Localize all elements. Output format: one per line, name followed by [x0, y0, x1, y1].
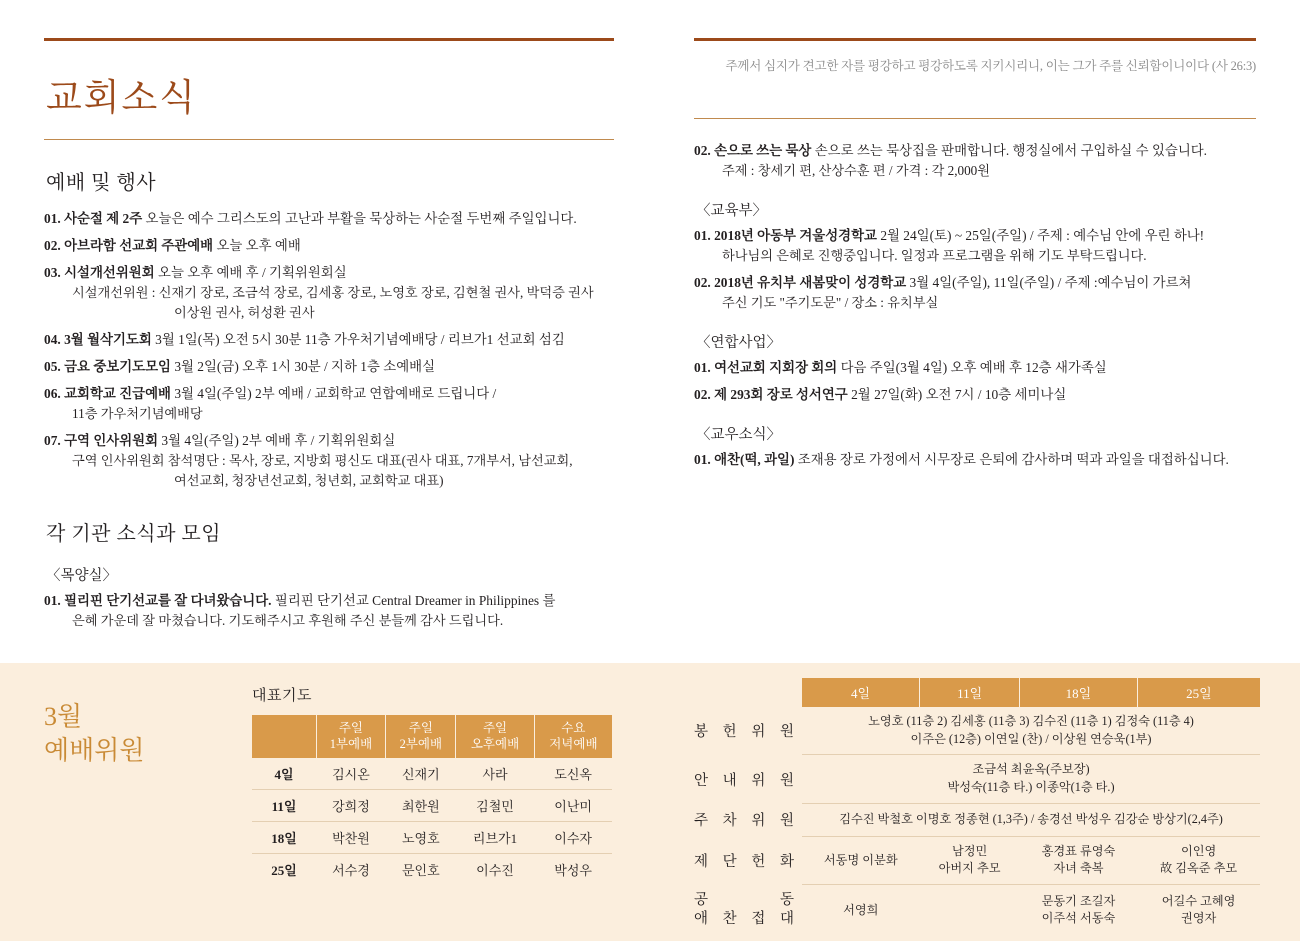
duty-line: 서영희	[843, 902, 879, 917]
left-column	[44, 38, 614, 638]
duty-header-day: 11일	[920, 678, 1020, 707]
item-body: 2월 27일(화) 오전 7시 / 10층 세미나실	[851, 386, 1067, 402]
prayer-cell: 이수자	[534, 821, 612, 853]
duty-line: 박성숙(11층 타.) 이종악(1층 타.)	[947, 780, 1115, 795]
item-number: 05.	[44, 359, 61, 375]
top-rule-left	[44, 38, 614, 41]
prayer-cell: 김철민	[456, 789, 534, 821]
representative-prayer-block	[252, 684, 617, 885]
duty-cell-parking	[802, 803, 1260, 836]
prayer-cell: 리브가1	[456, 821, 534, 853]
prayer-day: 25일	[271, 862, 297, 878]
list-item	[44, 236, 614, 256]
item-body: 3월 4일(주일) 2부 예배 / 교회학교 연합예배로 드립니다 /	[174, 386, 497, 402]
item-lead: 2018년 유치부 새봄맞이 성경학교	[714, 274, 907, 290]
header-line2: 2부예배	[399, 737, 443, 752]
item-lead: 제 293회 장로 성서연구	[714, 386, 848, 402]
duty-line: 남정민	[951, 843, 988, 858]
duty-cell-meal-18	[1020, 885, 1138, 936]
item-subline: 시설개선위원 : 신재기 장로, 조금석 장로, 김세홍 장로, 노영호 장로, 김현철 권사, 박덕증 권사	[72, 285, 594, 301]
table-row	[694, 707, 1260, 755]
prayer-cell: 신재기	[386, 758, 456, 790]
table-header-row	[694, 678, 1260, 707]
prayer-cell: 강희정	[316, 789, 386, 821]
member-news-list	[694, 450, 1256, 470]
list-item	[694, 226, 1256, 266]
table-header-row	[252, 715, 612, 758]
duty-row-label-flowers: 제 단 헌 화	[694, 853, 794, 870]
top-rule-right	[694, 38, 1256, 41]
subsection-member-news: 〈교우소식〉	[696, 426, 782, 443]
duty-cell-meal-11	[920, 885, 1020, 936]
table-row	[252, 853, 612, 885]
list-item	[694, 450, 1256, 470]
right-top-list	[694, 141, 1256, 181]
item-lead: 시설개선위원회	[64, 265, 155, 281]
item-number: 03.	[44, 265, 61, 281]
item-subline: 주제 : 창세기 편, 산상수훈 편 / 가격 : 각 2,000원	[722, 163, 991, 179]
item-lead: 손으로 쓰는 묵상	[714, 143, 812, 158]
duty-line: 아버지 추모	[938, 861, 1001, 876]
prayer-header-sunday-1st	[316, 715, 386, 758]
prayer-cell: 이난미	[534, 789, 612, 821]
item-number: 01.	[694, 359, 711, 375]
list-item	[44, 384, 614, 424]
duty-row-label-usher: 안 내 위 원	[694, 772, 794, 789]
item-body: 조재용 장로 가정에서 시무장로 은퇴에 감사하며 떡과 과일을 대접하십니다.	[797, 451, 1229, 467]
duty-line: 이주석 서동숙	[1041, 911, 1116, 926]
list-item	[44, 209, 614, 229]
list-item	[44, 357, 614, 377]
duty-header-blank	[694, 678, 802, 707]
item-subline: 이상원 권사, 허성환 권사	[174, 305, 315, 321]
prayer-day: 4일	[252, 758, 316, 790]
item-subline: 구역 인사위원회 참석명단 : 목사, 장로, 지방회 평신도 대표(권사 대표, 7개부서, 남선교회,	[72, 453, 573, 469]
item-number: 04.	[44, 331, 61, 347]
header-line1: 주일	[338, 721, 364, 735]
item-number: 06.	[44, 386, 61, 402]
item-number: 01.	[44, 592, 61, 608]
item-body: 손으로 쓰는 묵상집을 판매합니다. 행정실에서 구입하실 수 있습니다.	[814, 143, 1208, 158]
prayer-cell: 문인호	[401, 862, 440, 878]
table-row	[252, 789, 612, 821]
duty-row-label-line1: 공 동	[694, 891, 794, 908]
item-lead: 2018년 아동부 겨울성경학교	[714, 227, 877, 243]
list-item	[44, 591, 614, 631]
item-body: 3월 4일(주일) 2부 예배 후 / 기획위원회실	[161, 433, 396, 449]
prayer-cell: 김시온	[316, 758, 386, 790]
item-body: 오늘 오후 예배	[216, 238, 301, 254]
item-subline: 하나님의 은혜로 진행중입니다. 일정과 프로그램을 위해 기도 부탁드립니다.	[722, 248, 1147, 264]
header-line1: 수요	[561, 721, 586, 735]
prayer-header-sunday-afternoon	[456, 715, 534, 758]
list-item	[44, 263, 614, 323]
scripture-verse: 주께서 심지가 견고한 자를 평강하고 평강하도록 지키시리니, 이는 그가 주를 신뢰함이니이다 (사 26:3)	[725, 59, 1256, 73]
prayer-cell: 최한원	[386, 789, 456, 821]
header-line1: 주일	[408, 721, 433, 735]
table-row	[694, 803, 1260, 836]
header-line2: 오후예배	[470, 737, 520, 752]
representative-prayer-table	[252, 715, 612, 885]
item-body: 필리핀 단기선교 Central Dreamer in Philippines 를	[274, 592, 556, 608]
header-line1: 주일	[482, 721, 508, 735]
duty-row-label-parking: 주 차 위 원	[694, 813, 794, 830]
duty-roster-table	[694, 678, 1260, 936]
list-item	[44, 330, 614, 350]
subsection-joint-ministry: 〈연합사업〉	[696, 334, 782, 351]
item-body: 2월 24일(토) ~ 25일(주일) / 주제 : 예수님 안에 우린 하나!	[880, 227, 1205, 243]
prayer-cell: 박성우	[554, 862, 592, 878]
band-title-line2: 예배위원	[44, 736, 145, 766]
header-line2: 저녁예배	[549, 737, 598, 752]
duty-line: 이주은 (12층) 이연일 (찬) / 이상원 연승욱(1부)	[910, 731, 1152, 746]
item-number: 01.	[694, 227, 711, 243]
item-number: 02.	[694, 143, 711, 158]
item-number: 07.	[44, 433, 61, 449]
table-row	[252, 821, 612, 853]
right-column	[694, 38, 1256, 477]
band-title-line1: 3월	[44, 702, 83, 731]
duty-line: 문동기 조길자	[1041, 893, 1116, 908]
duty-line: 故 김옥준 추모	[1160, 861, 1238, 876]
duty-header-day: 18일	[1020, 678, 1138, 707]
organization-list	[44, 591, 614, 631]
duty-line: 자녀 축복	[1053, 861, 1104, 876]
table-row	[694, 836, 1260, 884]
duty-header-day: 4일	[802, 678, 920, 707]
item-lead: 3월 월삭기도회	[64, 331, 152, 347]
item-subline: 11층 가우처기념예배당	[72, 406, 203, 422]
item-subline: 여선교회, 청장년선교회, 청년회, 교회학교 대표)	[174, 472, 444, 488]
prayer-header-sunday-2nd	[386, 715, 456, 758]
duty-line: 노영호 (11층 2) 김세홍 (11층 3) 김수진 (11층 1) 김정숙 (11층 4)	[868, 714, 1194, 728]
prayer-cell: 서수경	[332, 862, 370, 878]
duty-line: 권영자	[1180, 911, 1217, 926]
duty-cell-meal-25	[1137, 885, 1260, 936]
prayer-cell: 사라	[456, 758, 534, 790]
duty-cell-flowers-11	[920, 836, 1020, 884]
duty-roster-block	[694, 678, 1260, 936]
duty-line: 이인영	[1180, 843, 1217, 858]
table-row	[252, 758, 612, 790]
duty-row-label-fellowship-meal	[694, 885, 802, 936]
subsection-education: 〈교육부〉	[696, 202, 768, 219]
duty-cell-offering	[802, 707, 1260, 755]
header-line2: 1부예배	[329, 737, 373, 752]
list-item	[694, 141, 1256, 181]
list-item	[694, 273, 1256, 313]
item-number: 01.	[694, 451, 711, 467]
table-row	[694, 755, 1260, 803]
joint-ministry-list	[694, 358, 1256, 405]
item-subline: 주신 기도 "주기도문" / 장소 : 유치부실	[722, 294, 939, 310]
title-underline-left	[44, 139, 614, 140]
section-title-worship-events: 예배 및 행사	[46, 172, 157, 194]
item-lead: 여선교회 지회장 회의	[714, 359, 838, 375]
item-lead: 애찬(떡, 과일)	[714, 451, 795, 467]
item-number: 02.	[694, 274, 711, 290]
list-item	[694, 358, 1256, 378]
item-body: 3월 1일(목) 오전 5시 30분 11층 가우처기념예배당 / 리브가1 선교회 섬김	[155, 331, 565, 347]
duty-cell-meal-4	[802, 885, 920, 936]
prayer-header-wednesday-evening	[534, 715, 612, 758]
subsection-pastoral-office: 〈목양실〉	[46, 567, 118, 584]
item-lead: 필리핀 단기선교를 잘 다녀왔습니다.	[64, 592, 272, 608]
item-number: 02.	[44, 238, 61, 254]
item-number: 02.	[694, 386, 711, 402]
page-title: 교회소식	[46, 78, 197, 119]
item-body: 3월 2일(금) 오후 1시 30분 / 지하 1층 소예배실	[174, 359, 435, 375]
duty-cell-flowers-25	[1137, 836, 1260, 884]
duty-row-label-line2: 애 찬 접 대	[694, 911, 794, 928]
representative-prayer-label: 대표기도	[252, 688, 312, 704]
prayer-day: 11일	[252, 789, 316, 821]
duty-cell-flowers-18	[1020, 836, 1138, 884]
band-title	[44, 700, 144, 769]
section-title-organizations: 각 기관 소식과 모임	[46, 522, 222, 545]
duty-line: 조금석 최윤옥(주보장)	[972, 762, 1090, 777]
duty-line: 서동명 이분화	[823, 852, 898, 867]
table-row	[694, 885, 1260, 936]
duty-row-label-offering: 봉 헌 위 원	[694, 724, 794, 741]
item-number: 01.	[44, 211, 61, 226]
duty-cell-usher	[802, 755, 1260, 803]
item-body: 다음 주일(3월 4일) 오후 예배 후 12층 새가족실	[840, 359, 1107, 375]
item-body: 3월 4일(주일), 11일(주일) / 주제 :예수님이 가르쳐	[909, 274, 1192, 290]
item-subline: 은혜 가운데 잘 마쳤습니다. 기도해주시고 후원해 주신 분들께 감사 드립니다.	[72, 612, 504, 628]
item-lead: 금요 중보기도모임	[64, 359, 171, 375]
duty-cell-flowers-4	[802, 836, 920, 884]
prayer-cell: 박찬원	[316, 821, 386, 853]
item-lead: 구역 인사위원회	[64, 433, 159, 449]
duty-header-day: 25일	[1137, 678, 1260, 707]
prayer-cell: 이수진	[476, 862, 514, 878]
prayer-day: 18일	[252, 821, 316, 853]
item-lead: 사순절 제 2주	[64, 211, 143, 226]
item-lead: 교회학교 진급예배	[64, 386, 171, 402]
item-body: 오늘 오후 예배 후 / 기획위원회실	[158, 265, 347, 281]
list-item	[44, 431, 614, 491]
duty-line: 홍경표 류영숙	[1041, 843, 1116, 858]
duty-line: 김수진 박철호 이명호 정종현 (1,3주) / 송경선 박성우 김강순 방상기(2,4주)	[839, 811, 1223, 826]
duty-line: 어길수 고혜영	[1161, 893, 1236, 908]
worship-event-list	[44, 209, 614, 491]
prayer-cell: 도신옥	[534, 758, 612, 790]
education-list	[694, 226, 1256, 313]
prayer-header-blank	[252, 715, 316, 758]
list-item	[694, 385, 1256, 405]
prayer-cell: 노영호	[386, 821, 456, 853]
item-body: 오늘은 예수 그리스도의 고난과 부활을 묵상하는 사순절 두번째 주일입니다.	[145, 211, 577, 226]
item-lead: 아브라함 선교회 주관예배	[64, 238, 214, 254]
